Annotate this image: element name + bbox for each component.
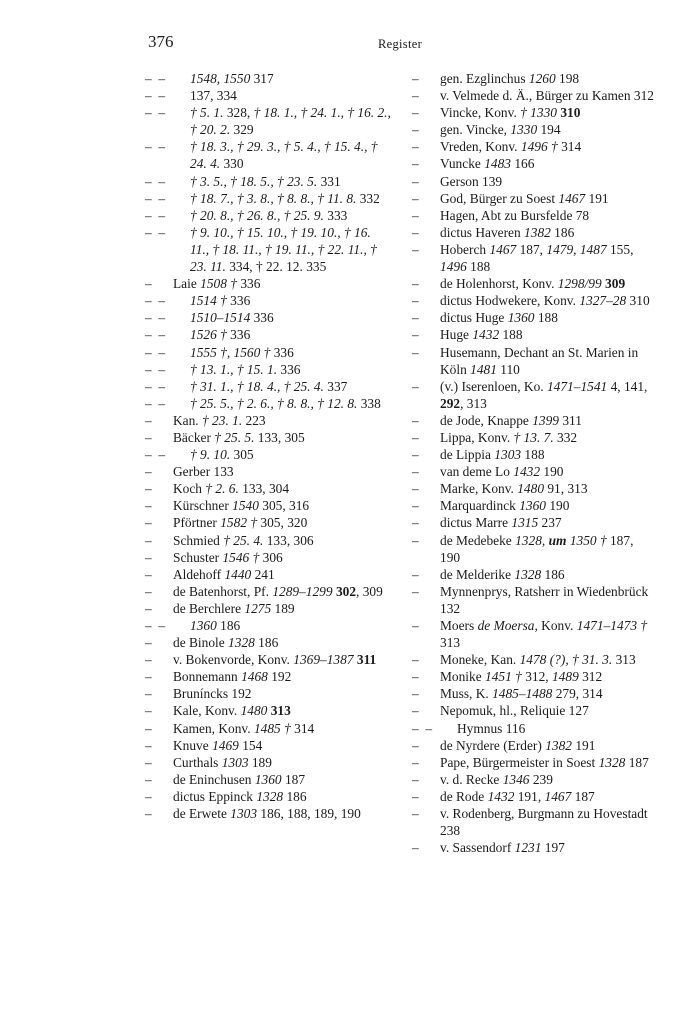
entry-dash: – –	[145, 71, 166, 86]
index-entry	[145, 532, 392, 549]
index-entry	[412, 720, 656, 737]
index-entry	[412, 173, 656, 190]
entry-dash: – –	[145, 327, 166, 343]
entry-dash: –	[412, 806, 419, 822]
entry-dash: –	[412, 652, 419, 668]
index-entry	[145, 651, 392, 668]
entry-text: Kamen, Konv. 1485 † 314	[173, 720, 315, 736]
entry-text: Bäcker † 25. 5. 133, 305	[173, 429, 305, 445]
entry-dash: –	[145, 771, 152, 787]
index-entry	[412, 104, 656, 121]
entry-dash: –	[412, 122, 419, 138]
entry-dash: –	[412, 173, 419, 189]
entry-text: Hymnus 116	[457, 720, 526, 736]
entry-dash: – –	[145, 618, 166, 633]
entry-dash: –	[412, 464, 419, 480]
entry-text: God, Bürger zu Soest 1467 191	[440, 190, 609, 206]
entry-text: de Eninchusen 1360 187	[173, 771, 306, 787]
entry-text: 1514 † 336	[190, 293, 251, 309]
entry-dash: –	[412, 840, 419, 856]
index-entry	[145, 702, 392, 719]
entry-dash: –	[412, 190, 419, 206]
entry-dash: –	[412, 481, 419, 497]
entry-dash: –	[145, 498, 152, 514]
index-entry	[412, 532, 656, 566]
index-entry	[412, 207, 656, 224]
entry-dash: –	[145, 686, 152, 702]
entry-dash: – –	[145, 207, 166, 223]
entry-dash: –	[145, 549, 152, 565]
entry-text: Pape, Bürgermeister in Soest 1328 187	[440, 754, 649, 770]
index-entry	[412, 668, 656, 685]
entry-text: de Nyrdere (Erder) 1382 191	[440, 737, 596, 753]
entry-dash: –	[145, 600, 152, 616]
index-entry	[412, 309, 656, 326]
index-entry	[145, 805, 392, 822]
entry-text: de Lippia 1303 188	[440, 447, 545, 463]
entry-dash: –	[412, 703, 419, 719]
index-entry	[145, 497, 392, 514]
entry-dash: –	[412, 429, 419, 445]
index-entry	[412, 138, 656, 155]
index-entry	[145, 463, 392, 480]
index-entry	[145, 788, 392, 805]
index-entry	[145, 104, 392, 138]
index-entry	[145, 326, 392, 343]
entry-dash: – –	[145, 224, 166, 240]
entry-text: Lippa, Konv. † 13. 7. 332	[440, 429, 578, 445]
entry-text: Marquardinck 1360 190	[440, 498, 570, 514]
index-column-right	[412, 70, 656, 856]
index-entry	[145, 138, 392, 172]
index-entry	[412, 224, 656, 241]
entry-dash: –	[412, 105, 419, 121]
entry-text: † 20. 8., † 26. 8., † 25. 9. 333	[190, 207, 348, 223]
entry-text: Muss, K. 1485–1488 279, 314	[440, 686, 603, 702]
index-entry	[412, 754, 656, 771]
entry-text: v. Bokenvorde, Konv. 1369–1387 311	[173, 652, 377, 668]
entry-text: 1526 † 336	[190, 327, 251, 343]
index-entry	[412, 651, 656, 668]
index-entry	[145, 292, 392, 309]
entry-text: Vreden, Konv. 1496 † 314	[440, 139, 582, 155]
entry-text: Moers de Moersa, Konv. 1471–1473 † 313	[440, 618, 648, 651]
index-entry	[412, 446, 656, 463]
index-entry	[412, 326, 656, 343]
entry-text: Pförtner 1582 † 305, 320	[173, 515, 308, 531]
index-entry	[145, 566, 392, 583]
index-entry	[412, 617, 656, 651]
entry-text: Hagen, Abt zu Bursfelde 78	[440, 207, 590, 223]
index-entry	[145, 685, 392, 702]
entry-text: 1548, 1550 317	[190, 71, 274, 86]
index-entry	[412, 378, 656, 412]
entry-text: Gerber 133	[173, 464, 234, 480]
entry-text: Bruníncks 192	[173, 686, 252, 702]
entry-text: † 25. 5., † 2. 6., † 8. 8., † 12. 8. 338	[190, 395, 381, 411]
entry-text: dictus Haveren 1382 186	[440, 224, 575, 240]
entry-dash: – –	[145, 447, 166, 463]
entry-text: † 5. 1. 328, † 18. 1., † 24. 1., † 16. 2., † 20. 2. 329	[190, 105, 391, 138]
index-entry	[412, 566, 656, 583]
entry-dash: – –	[145, 395, 166, 411]
entry-dash: –	[412, 139, 419, 155]
index-entry	[412, 839, 656, 856]
index-entry	[145, 549, 392, 566]
entry-text: † 18. 3., † 29. 3., † 5. 4., † 15. 4., † 24. 4. 330	[190, 139, 378, 172]
entry-dash: – –	[145, 293, 166, 309]
running-head: Register	[378, 37, 423, 51]
index-entry	[412, 87, 656, 104]
entry-text: † 9. 10., † 15. 10., † 19. 10., † 16. 11., † 18. 11., † 19. 11., † 22. 11., † 23. 11. 334, † 22. 12. 335	[190, 224, 377, 275]
entry-dash: – –	[412, 720, 433, 736]
index-entry	[412, 275, 656, 292]
index-entry	[412, 241, 656, 275]
index-entry	[145, 87, 392, 104]
entry-text: (v.) Iserenloen, Ko. 1471–1541 4, 141, 292, 313	[440, 378, 648, 411]
entry-text: de Jode, Knappe 1399 311	[440, 412, 582, 428]
entry-dash: –	[412, 327, 419, 343]
entry-text: 1510–1514 336	[190, 310, 274, 326]
entry-dash: –	[412, 669, 419, 685]
index-entry	[412, 702, 656, 719]
entry-dash: –	[412, 788, 419, 804]
entry-dash: –	[412, 618, 419, 633]
entry-text: Aldehoff 1440 241	[173, 566, 275, 582]
entry-dash: –	[412, 344, 419, 360]
index-entry	[145, 480, 392, 497]
index-entry	[145, 771, 392, 788]
entry-dash: –	[145, 515, 152, 531]
entry-dash: –	[412, 498, 419, 514]
index-entry	[145, 737, 392, 754]
entry-dash: –	[145, 464, 152, 480]
entry-text: Curthals 1303 189	[173, 754, 272, 770]
entry-text: † 18. 7., † 3. 8., † 8. 8., † 11. 8. 332	[190, 190, 380, 206]
entry-dash: – –	[145, 310, 166, 326]
entry-text: de Holenhorst, Konv. 1298/99 309	[440, 276, 626, 292]
entry-dash: –	[145, 532, 152, 548]
entry-text: de Batenhorst, Pf. 1289–1299 302, 309	[173, 583, 383, 599]
entry-text: Vuncke 1483 166	[440, 156, 535, 172]
entry-text: dictus Hodwekere, Konv. 1327–28 310	[440, 293, 650, 309]
entry-dash: –	[412, 224, 419, 240]
entry-dash: –	[145, 566, 152, 582]
index-entry	[412, 771, 656, 788]
page-number: 376	[148, 32, 174, 51]
entry-text: v. Sassendorf 1231 197	[440, 840, 565, 856]
entry-text: dictus Marre 1315 237	[440, 515, 562, 531]
entry-text: Gerson 139	[440, 173, 503, 189]
index-entry	[145, 378, 392, 395]
index-entry	[412, 121, 656, 138]
entry-text: Husemann, Dechant an St. Marien in Köln 1481 110	[440, 344, 639, 377]
entry-text: de Binole 1328 186	[173, 635, 279, 651]
index-entry	[145, 70, 392, 87]
index-entry	[412, 463, 656, 480]
entry-text: v. Velmede d. Ä., Bürger zu Kamen 312	[440, 88, 654, 104]
entry-text: Schuster 1546 † 306	[173, 549, 283, 565]
entry-dash: – –	[145, 361, 166, 377]
index-entry	[412, 155, 656, 172]
index-entry	[412, 70, 656, 87]
entry-dash: –	[145, 754, 152, 770]
index-entry	[145, 207, 392, 224]
entry-text: Kürschner 1540 305, 316	[173, 498, 310, 514]
index-entry	[145, 361, 392, 378]
entry-text: de Erwete 1303 186, 188, 189, 190	[173, 806, 361, 822]
index-entry	[145, 344, 392, 361]
entry-text: Monike 1451 † 312, 1489 312	[440, 669, 603, 685]
index-entry	[145, 429, 392, 446]
entry-text: Koch † 2. 6. 133, 304	[173, 481, 290, 497]
entry-text: dictus Eppinck 1328 186	[173, 788, 307, 804]
index-entry	[145, 309, 392, 326]
index-entry	[145, 668, 392, 685]
index-column-left	[145, 70, 392, 822]
entry-text: dictus Huge 1360 188	[440, 310, 558, 326]
index-entry	[145, 190, 392, 207]
entry-text: van deme Lo 1432 190	[440, 464, 564, 480]
entry-text: Huge 1432 188	[440, 327, 523, 343]
index-entry	[412, 292, 656, 309]
entry-text: Kale, Konv. 1480 313	[173, 703, 291, 719]
index-entry	[412, 737, 656, 754]
entry-dash: –	[412, 737, 419, 753]
entry-dash: – –	[145, 88, 166, 104]
entry-dash: –	[412, 532, 419, 548]
index-entry	[145, 754, 392, 771]
index-entry	[145, 634, 392, 651]
entry-text: Knuve 1469 154	[173, 737, 263, 753]
entry-text: v. d. Recke 1346 239	[440, 771, 553, 787]
entry-text: 137, 334	[190, 88, 237, 104]
entry-dash: –	[412, 88, 419, 104]
entry-dash: – –	[145, 173, 166, 189]
entry-dash: –	[145, 412, 152, 428]
entry-dash: –	[412, 156, 419, 172]
index-entry	[412, 514, 656, 531]
entry-dash: –	[412, 378, 419, 394]
entry-text: Moneke, Kan. 1478 (?), † 31. 3. 313	[440, 652, 636, 668]
entry-dash: – –	[145, 190, 166, 206]
entry-text: Bonnemann 1468 192	[173, 669, 292, 685]
entry-dash: –	[412, 241, 419, 257]
entry-dash: – –	[145, 105, 166, 121]
entry-dash: –	[145, 669, 152, 685]
entry-dash: –	[412, 686, 419, 702]
index-entry	[145, 224, 392, 275]
entry-dash: –	[145, 652, 152, 668]
index-entry	[412, 412, 656, 429]
index-entry	[145, 446, 392, 463]
entry-text: de Rode 1432 191, 1467 187	[440, 788, 595, 804]
entry-dash: –	[145, 737, 152, 753]
index-entry	[145, 617, 392, 634]
index-entry	[412, 344, 656, 378]
entry-dash: –	[145, 703, 152, 719]
entry-dash: –	[145, 635, 152, 651]
index-entry	[145, 395, 392, 412]
entry-text: Nepomuk, hl., Reliquie 127	[440, 703, 589, 719]
entry-text: Hoberch 1467 187, 1479, 1487 155, 1496 188	[440, 241, 634, 275]
entry-text: Laie 1508 † 336	[173, 276, 261, 292]
entry-dash: –	[145, 806, 152, 822]
index-entry	[412, 685, 656, 702]
index-entry	[412, 788, 656, 805]
index-entry	[145, 600, 392, 617]
entry-dash: – –	[145, 344, 166, 360]
entry-dash: –	[145, 583, 152, 599]
entry-text: Vincke, Konv. † 1330 310	[440, 105, 581, 121]
index-entry	[145, 583, 392, 600]
entry-dash: –	[412, 515, 419, 531]
index-entry	[412, 480, 656, 497]
index-entry	[145, 720, 392, 737]
entry-dash: –	[412, 754, 419, 770]
index-entry	[412, 190, 656, 207]
entry-dash: –	[145, 720, 152, 736]
entry-dash: –	[412, 447, 419, 463]
entry-dash: – –	[145, 139, 166, 155]
index-entry	[412, 497, 656, 514]
entry-dash: –	[412, 771, 419, 787]
entry-text: 1360 186	[190, 618, 241, 633]
entry-text: Mynnenprys, Ratsherr in Wiedenbrück 132	[440, 583, 649, 616]
entry-text: v. Rodenberg, Burgmann zu Hovestadt 238	[440, 806, 648, 839]
entry-text: gen. Ezglinchus 1260 198	[440, 71, 580, 86]
entry-text: 1555 †, 1560 † 336	[190, 344, 294, 360]
entry-text: de Melderike 1328 186	[440, 566, 565, 582]
entry-dash: –	[145, 481, 152, 497]
entry-text: † 31. 1., † 18. 4., † 25. 4. 337	[190, 378, 348, 394]
entry-dash: –	[412, 566, 419, 582]
index-entry	[412, 583, 656, 617]
entry-text: de Medebeke 1328, um 1350 † 187, 190	[440, 532, 634, 565]
entry-text: Schmied † 25. 4. 133, 306	[173, 532, 314, 548]
entry-text: † 13. 1., † 15. 1. 336	[190, 361, 301, 377]
entry-text: gen. Vincke, 1330 194	[440, 122, 561, 138]
index-entry	[412, 805, 656, 839]
entry-text: Kan. † 23. 1. 223	[173, 412, 266, 428]
entry-dash: – –	[145, 378, 166, 394]
entry-dash: –	[412, 276, 419, 292]
entry-dash: –	[412, 71, 419, 86]
entry-text: † 9. 10. 305	[190, 447, 254, 463]
entry-dash: –	[412, 583, 419, 599]
entry-text: † 3. 5., † 18. 5., † 23. 5. 331	[190, 173, 341, 189]
entry-dash: –	[412, 412, 419, 428]
index-entry	[412, 429, 656, 446]
index-entry	[145, 275, 392, 292]
entry-dash: –	[145, 276, 152, 292]
entry-dash: –	[412, 293, 419, 309]
entry-dash: –	[412, 310, 419, 326]
index-entry	[145, 173, 392, 190]
entry-dash: –	[145, 429, 152, 445]
index-entry	[145, 514, 392, 531]
entry-text: de Berchlere 1275 189	[173, 600, 295, 616]
index-entry	[145, 412, 392, 429]
entry-text: Marke, Konv. 1480 91, 313	[440, 481, 588, 497]
entry-dash: –	[412, 207, 419, 223]
entry-dash: –	[145, 788, 152, 804]
